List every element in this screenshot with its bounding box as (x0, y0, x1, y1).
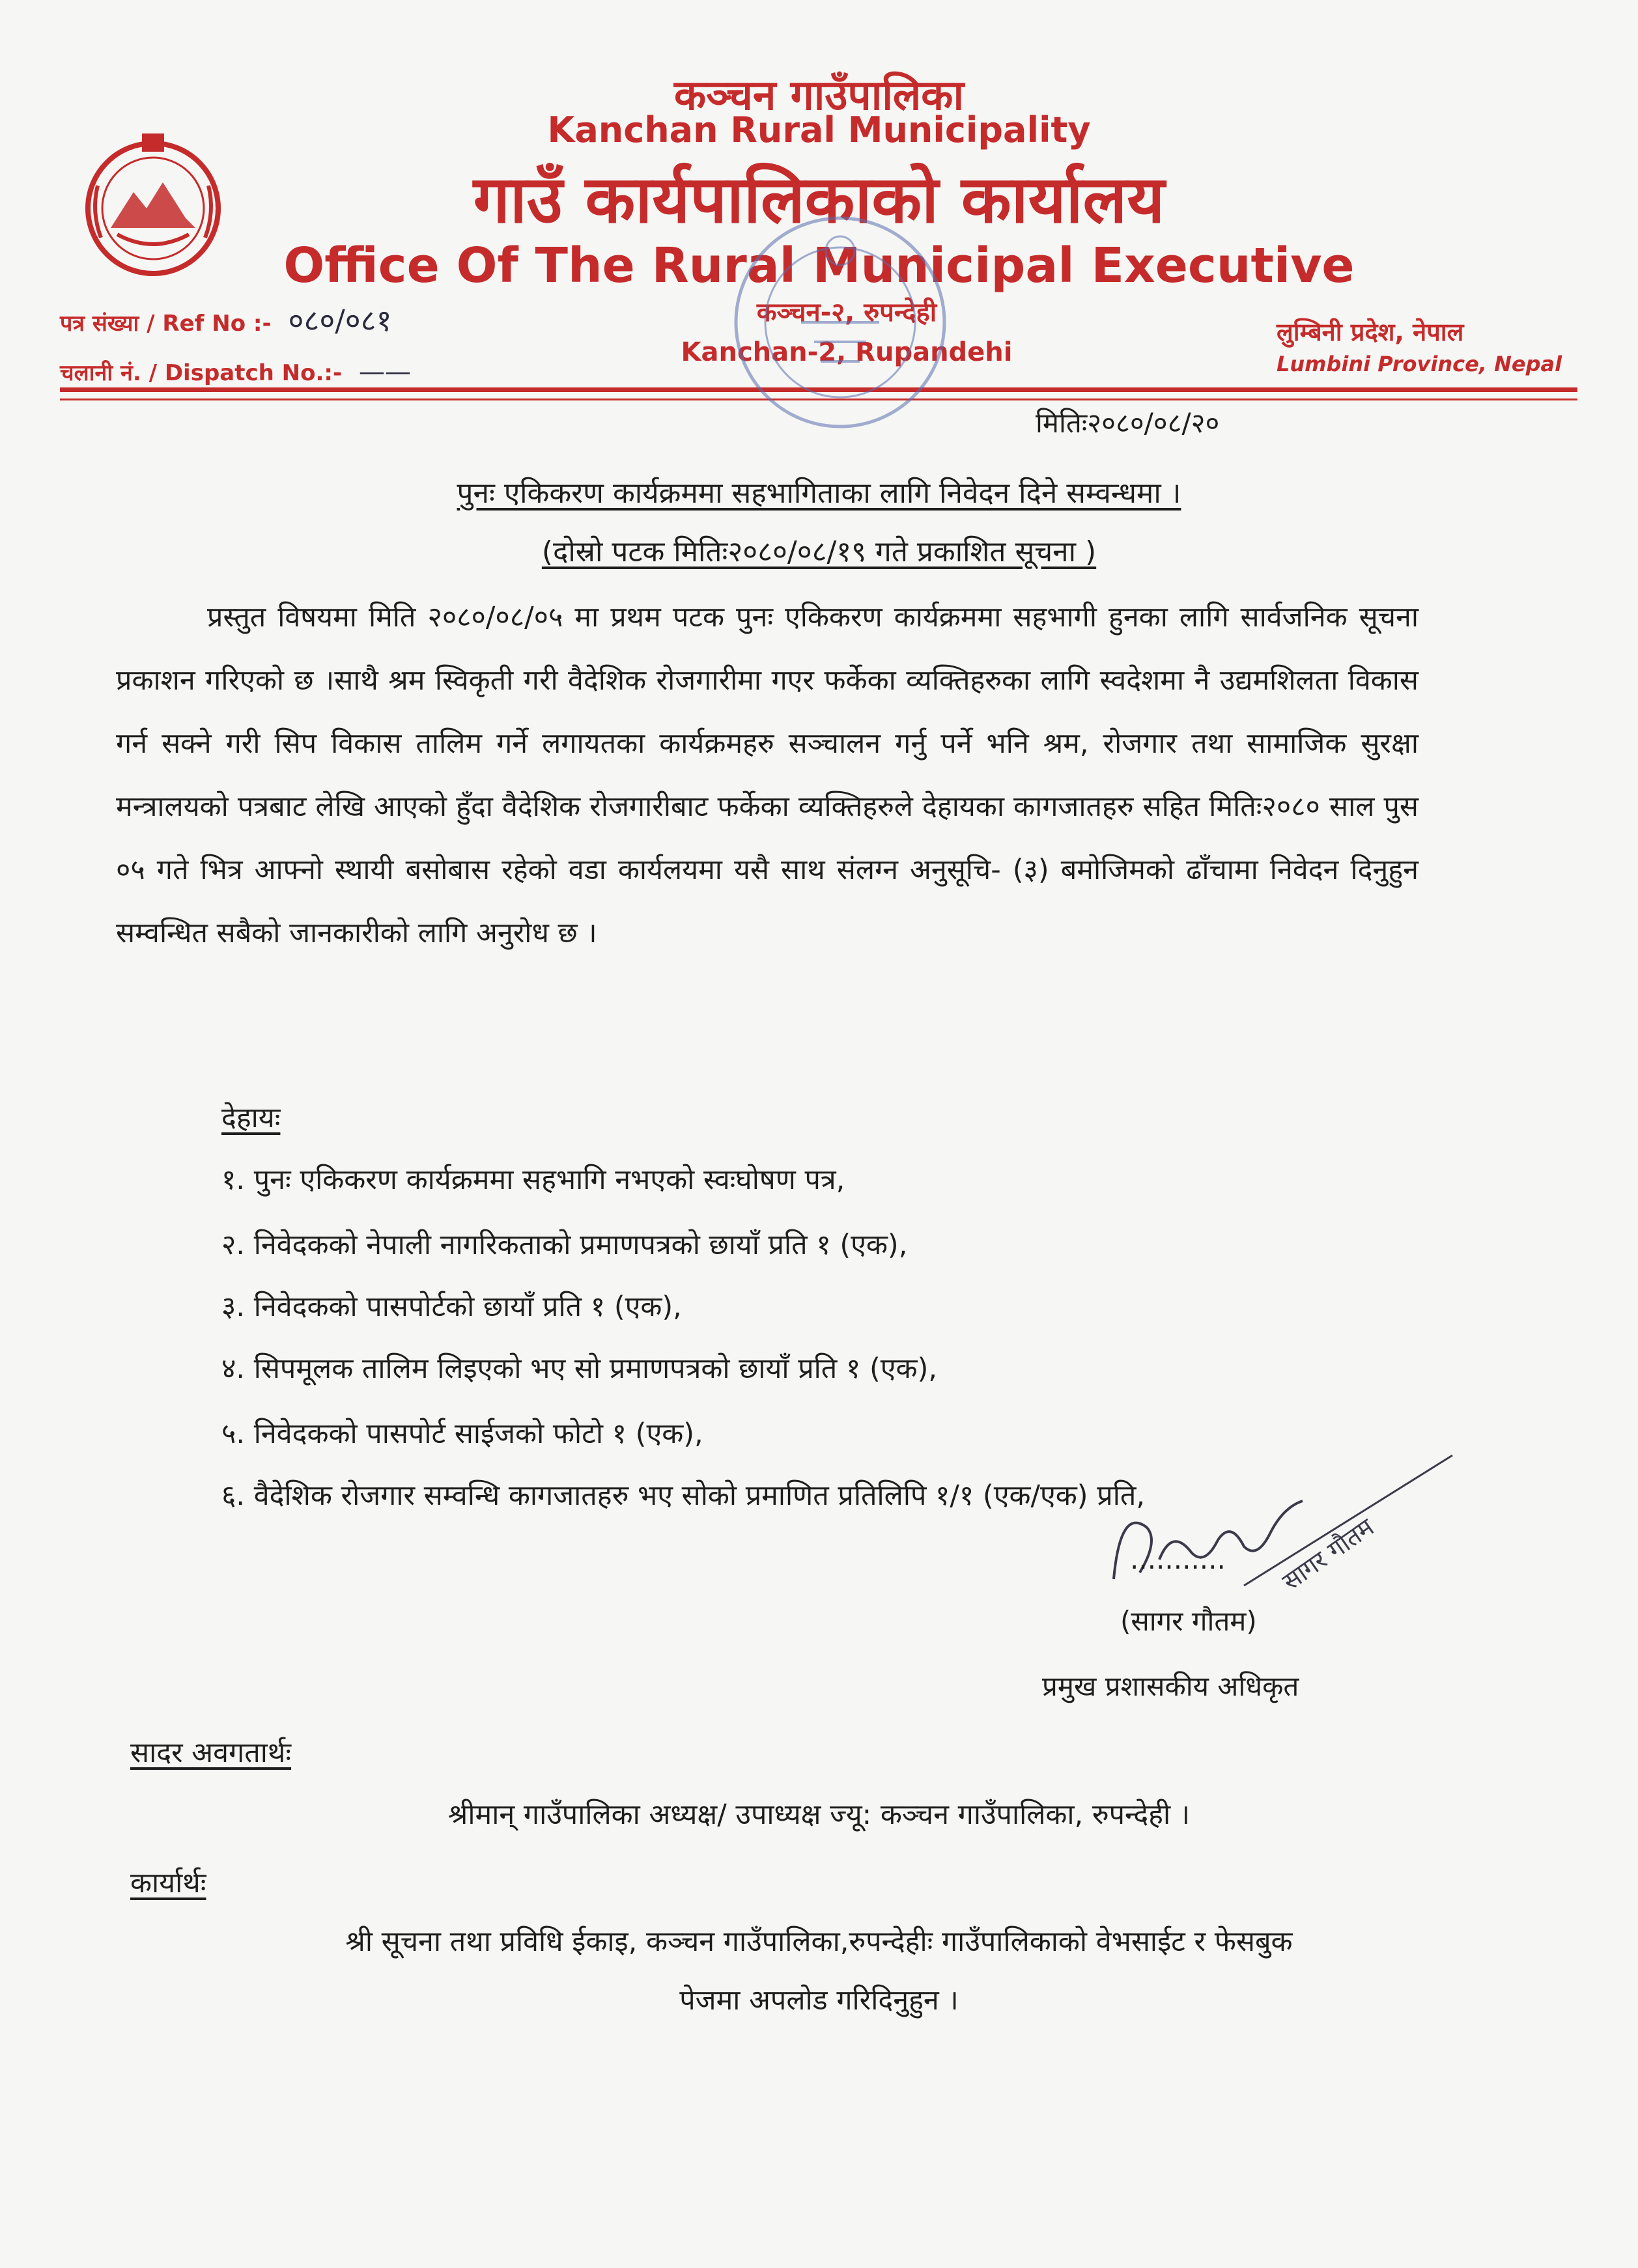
cc-info-recipient: श्रीमान् गाउँपालिका अध्यक्ष/ उपाध्यक्ष ज्यू: कञ्चन गाउँपालिका, रुपन्देही । (447, 1799, 1191, 1831)
dispatch-line (60, 357, 411, 387)
handwritten-signature-icon (1101, 1429, 1465, 1625)
letter-subject: पुनः एकिकरण कार्यक्रममा सहभागिताका लागि निवेदन दिने सम्वन्धमा । (457, 477, 1181, 510)
list-heading: देहायः (221, 1102, 281, 1134)
list-item: २. निवेदकको नेपाली नागरिकताको प्रमाणपत्रको छायाँ प्रति १ (एक), (221, 1229, 908, 1261)
ref-label: पत्र संख्या / Ref No :- (60, 311, 272, 337)
letter-subtitle: (दोस्रो पटक मितिः२०८०/०८/१९ गते प्रकाशित सूचना ) (541, 535, 1097, 568)
municipality-name-en: Kanchan Rural Municipality (547, 109, 1091, 150)
list-item: ५. निवेदकको पासपोर्ट साईजको फोटो १ (एक), (221, 1418, 703, 1450)
cc-action-instruction: पेजमा अपलोड गरिदिनुहुन । (679, 1984, 959, 2017)
list-item: ३. निवेदकको पासपोर्टको छायाँ प्रति १ (एक), (221, 1291, 682, 1323)
dispatch-number: —— (358, 357, 411, 387)
ref-line (60, 300, 392, 340)
dispatch-label: चलानी नं. / Dispatch No.:- (60, 360, 343, 386)
list-item: ४. सिपमूलक तालिम लिइएको भए सो प्रमाणपत्रको छायाँ प्रति १ (एक), (221, 1352, 938, 1385)
ward-address-en: Kanchan-2, Rupandehi (681, 337, 1013, 367)
province-np: लुम्बिनी प्रदेश, नेपाल (1277, 318, 1464, 346)
ref-number: ०८०/०८१ (288, 303, 392, 338)
office-name-en: Office Of The Rural Municipal Executive (283, 238, 1355, 294)
office-name-np: गाउँ कार्यपालिकाको कार्यालय (473, 161, 1165, 238)
stamp-text: सागर गौतम (1277, 1512, 1379, 1596)
office-seal-stamp-icon (723, 205, 957, 440)
cc-action-recipient: श्री सूचना तथा प्रविधि ईकाइ, कञ्चन गाउँपालिका,रुपन्देहीः गाउँपालिकाको वेभसाईट र फेसबुक (345, 1925, 1293, 1958)
letter-date: मितिः२०८०/०८/२० (1036, 407, 1220, 439)
letter-body (116, 586, 1419, 965)
list-item: ६. वैदेशिक रोजगार सम्वन्धि कागजातहरु भए सोको प्रमाणित प्रतिलिपि १/१ (एक/एक) प्रति, (221, 1479, 1146, 1512)
province-en: Lumbini Province, Nepal (1277, 352, 1562, 376)
ward-address-np: कञ्चन-२, रुपन्देही (756, 298, 937, 328)
body-paragraph: प्रस्तुत विषयमा मिति २०८०/०८/०५ मा प्रथम पटक पुनः एकिकरण कार्यक्रममा सहभागी हुनका लागि सार्वजनिक सूचना प्रकाशन गरिएको छ ।साथै श्रम स्विकृती गरी वैदेशिक रोजगारीमा गएर फर्केका व्यक्तिहरुका लागि स्वदेशमा नै उद्यमशिलता विकास गर्न सक्ने गरी सिप विकास तालिम गर्ने लगायतका कार्यक्रमहरु सञ्चालन गर्नु पर्ने भनि श्रम, रोजगार तथा सामाजिक सुरक्षा मन्त्रालयको पत्रबाट लेखि आएको हुँदा वैदेशिक रोजगारीबाट फर्केका व्यक्तिहरुले देहायका कागजातहरु सहित मितिः२०८० साल पुस ०५ गते भित्र आफ्नो स्थायी बसोबास रहेको वडा कार्यलयमा यसै साथ संलग्न अनुसूचि- (३) बमोजिमको ढाँचामा निवेदन दिनुहुन सम्वन्धित सबैको जानकारीको लागि अनुरोध छ । (116, 601, 1419, 949)
signatory-name: (सागर गौतम) (1120, 1605, 1257, 1637)
municipality-name-np: कञ्चन गाउँपालिका (673, 72, 965, 120)
cc-action-heading: कार्यार्थः (130, 1867, 206, 1899)
signature-dots: ........... (1130, 1543, 1226, 1575)
cc-info-heading: सादर अवगतार्थः (130, 1737, 292, 1769)
list-item: १. पुनः एकिकरण कार्यक्रममा सहभागि नभएको स्वःघोषण पत्र, (221, 1164, 845, 1196)
signatory-title: प्रमुख प्रशासकीय अधिकृत (1042, 1670, 1299, 1702)
